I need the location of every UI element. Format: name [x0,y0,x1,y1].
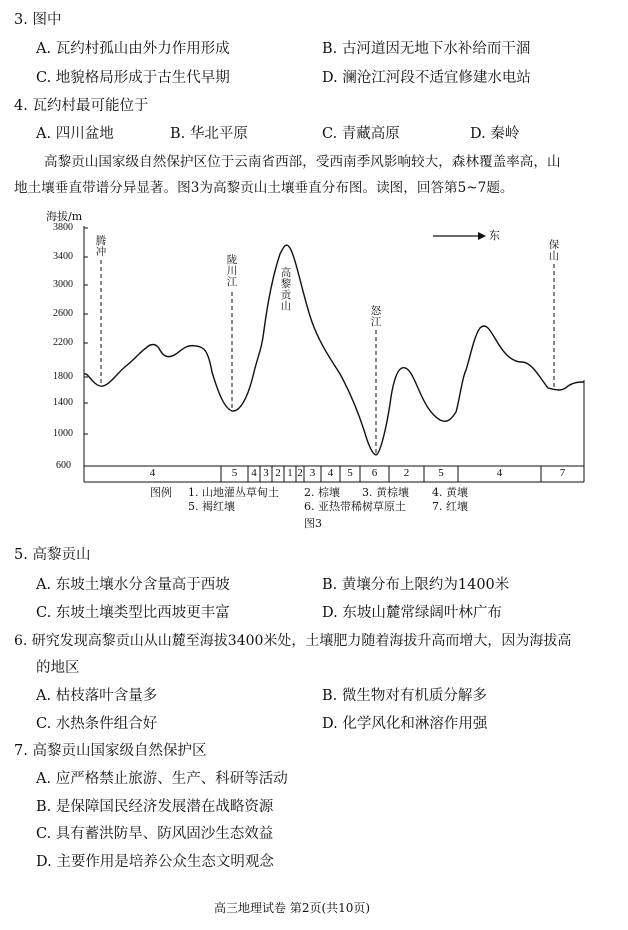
q7-stem: 7. 高黎贡山国家级自然保护区 [14,743,207,759]
q7-option-a: A. 应严格禁止旅游、生产、科研等活动 [36,771,288,787]
east-label: 东 [489,229,500,242]
band-code: 6 [371,467,378,479]
y-tick-1000: 1000 [53,428,73,439]
q4-stem: 4. 瓦约村最可能位于 [14,98,149,114]
y-axis-title: 海拔/m [46,210,83,223]
band-code: 5 [438,467,444,479]
q5-option-c: C. 东坡土壤类型比西坡更丰富 [36,605,230,621]
legend-item-2: 2. 棕壤 [304,486,340,499]
passage-line-1: 高黎贡山国家级自然保护区位于云南省西部，受西南季风影响较大，森林覆盖率高，山 [44,154,561,170]
band-code: 1 [287,467,293,479]
band-code: 5 [347,467,353,479]
band-code: 7 [559,467,566,479]
q6-option-b: B. 微生物对有机质分解多 [322,688,487,704]
q3-option-a: A. 瓦约村孤山由外力作用形成 [36,41,230,57]
y-tick-marks [84,228,88,434]
y-tick-1800: 1800 [53,371,73,382]
legend-title: 图例 [150,486,172,499]
q5-option-b: B. 黄壤分布上限约为1400米 [322,577,510,593]
q6-option-c: C. 水热条件组合好 [36,716,158,732]
elevation-profile-line [84,245,584,455]
band-code: 5 [231,467,238,479]
band-code: 4 [149,467,156,479]
legend-item-1: 1. 山地灌丛草甸土 [188,486,279,499]
q7-option-b: B. 是保障国民经济发展潜在战略资源 [36,799,274,815]
q4-option-a: A. 四川盆地 [36,126,114,142]
label-baoshan: 保山 [548,239,560,262]
y-tick-3400: 3400 [53,251,73,262]
q7-option-c: C. 具有蓄洪防旱、防风固沙生态效益 [36,826,274,842]
page-footer: 高三地理试卷 第2页(共10页) [214,901,371,915]
legend-item-5: 5. 褐红壤 [188,500,235,513]
q3-stem: 3. 图中 [14,12,62,28]
q5-option-a: A. 东坡土壤水分含量高于西坡 [36,577,230,593]
band-code: 2 [297,467,303,479]
band-code: 4 [496,467,503,479]
y-tick-3000: 3000 [53,279,73,290]
passage-line-2: 地土壤垂直带谱分异显著。图3为高黎贡山土壤垂直分布图。读图，回答第5~7题。 [14,180,514,196]
q3-option-d: D. 澜沧江河段不适宜修建水电站 [322,70,531,86]
label-tengchong: 腾冲 [95,235,107,258]
band-code: 3 [263,467,269,479]
q4-option-d: D. 秦岭 [470,126,520,142]
y-tick-600: 600 [56,460,71,471]
q4-option-c: C. 青藏高原 [322,126,400,142]
q7-option-d: D. 主要作用是培养公众生态文明观念 [36,854,274,870]
figure-caption: 图3 [304,517,322,530]
q6-option-d: D. 化学风化和淋溶作用强 [322,716,488,732]
legend-item-6: 6. 亚热带稀树草原土 [304,500,406,513]
y-tick-1400: 1400 [53,397,73,408]
legend-item-3: 3. 黄棕壤 [362,486,409,499]
band-code: 2 [403,467,410,479]
band-code: 4 [327,467,334,479]
band-code: 2 [275,467,281,479]
q3-option-b: B. 古河道因无地下水补给而干涸 [322,41,531,57]
q3-option-c: C. 地貌格局形成于古生代早期 [36,70,230,86]
band-code: 4 [251,467,257,479]
legend-item-4: 4. 黄壤 [432,486,468,499]
q6-stem-line-2: 的地区 [36,660,80,676]
q5-stem: 5. 高黎贡山 [14,547,91,563]
band-code: 3 [309,467,316,479]
y-tick-2200: 2200 [53,337,73,348]
q4-option-b: B. 华北平原 [170,126,248,142]
label-longchuanjiang: 陇川江 [226,254,238,288]
q6-stem-line-1: 6. 研究发现高黎贡山从山麓至海拔3400米处，土壤肥力随着海拔升高而增大，因为海拔高 [14,633,572,649]
label-gaoligongshan: 高黎贡山 [280,267,292,312]
q5-option-d: D. 东坡山麓常绿阔叶林广布 [322,605,502,621]
q6-option-a: A. 枯枝落叶含量多 [36,688,158,704]
legend-item-7: 7. 红壤 [432,500,468,513]
y-tick-3800: 3800 [53,222,73,233]
label-nujiang: 怒江 [370,305,382,328]
east-arrow [433,232,486,240]
y-tick-2600: 2600 [53,308,73,319]
